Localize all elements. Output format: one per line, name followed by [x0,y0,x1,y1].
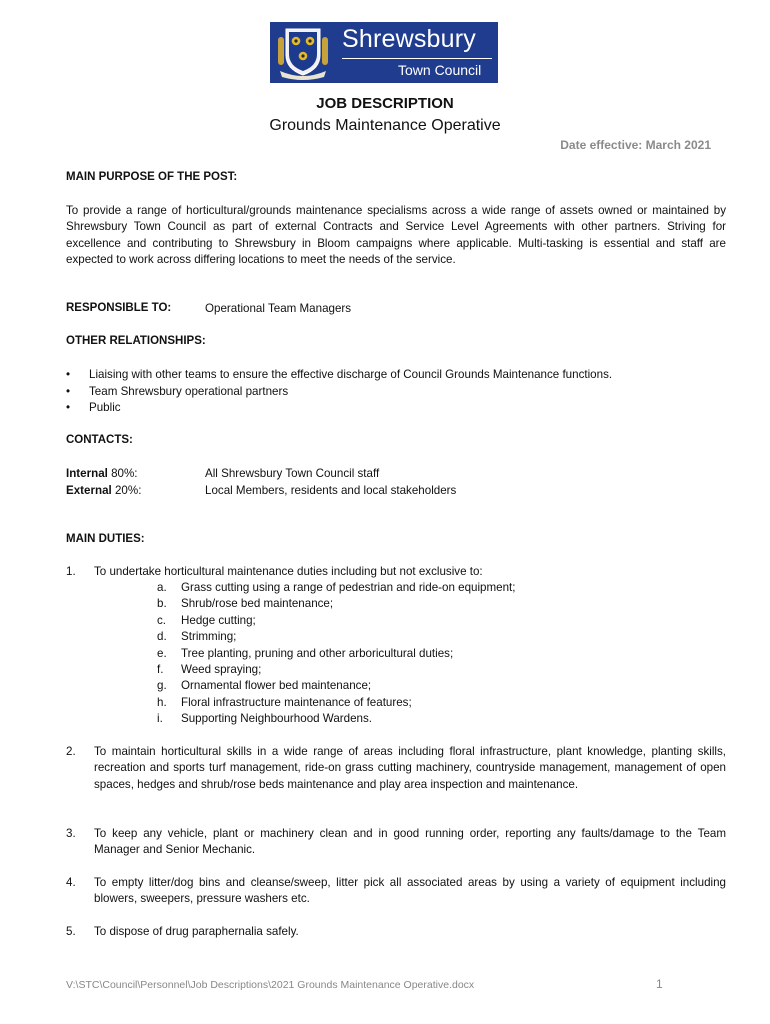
responsible-value: Operational Team Managers [205,302,352,315]
council-crest-icon [276,25,330,80]
external-contact-label: External 20%: [66,484,142,497]
internal-contact-label: Internal 80%: [66,467,138,480]
sub-duty-item: g. Ornamental flower bed maintenance; [157,679,372,692]
purpose-heading: MAIN PURPOSE OF THE POST: [66,171,238,183]
sub-duty-item: b. Shrub/rose bed maintenance; [157,597,334,610]
duty-text: To maintain horticultural skills in a wide range of areas including floral infrastructure, plant knowledge, planting skills, recreation and sports turf management, ride-on grass cutting machinery, countryside management, management of open spaces, hedges and shrub/rose beds maintenance and play area inspection and maintenance. [94,745,726,791]
contacts-heading: CONTACTS: [66,434,133,446]
footer-file-path: V:\STC\Council\Personnel\Job Descriptions\2021 Grounds Maintenance Operative.docx [66,979,475,991]
duty-text: To keep any vehicle, plant or machinery clean and in good running order, reporting any faults/damage to the Team Manager and Senior Mechanic. [94,827,726,857]
logo-divider [342,58,492,59]
relationships-heading: OTHER RELATIONSHIPS: [66,335,206,347]
duty-text: To dispose of drug paraphernalia safely. [94,925,299,938]
council-logo [270,22,498,83]
sub-duty-item: a. Grass cutting using a range of pedestrian and ride-on equipment; [157,581,516,594]
duty-number: 5. [66,925,76,938]
duty-number: 3. [66,827,76,840]
sub-duty-item: e. Tree planting, pruning and other arboricultural duties; [157,647,454,660]
logo-name: Shrewsbury [342,25,476,53]
duty-number: 2. [66,745,76,758]
date-effective: Date effective: March 2021 [560,138,711,152]
internal-contact-value: All Shrewsbury Town Council staff [205,467,380,480]
bullet-icon: • [66,385,71,398]
document-title: JOB DESCRIPTION [316,95,454,112]
purpose-text: To provide a range of horticultural/grounds maintenance specialisms across a wide range of assets owned or maintained by Shrewsbury Town Council as part of external Contracts and Service Level Agreements with other partners. Striving for excellence and contributing to Shrewsbury in Bloom campaigns where applicable. Multi-tasking is essential and staff are expected to work across differing locations to meet the needs of the service. [66,204,726,267]
bullet-icon: • [66,368,71,381]
sub-duty-item: c. Hedge cutting; [157,614,256,627]
external-contact-value: Local Members, residents and local stakeholders [205,484,457,497]
document-page: Shrewsbury Town Council JOB DESCRIPTION Grounds Maintenance Operative Date effective: March 2021 MAIN PURPOSE OF THE POST: To provide a range of horticultural/grounds maintenance specialisms across a wide range of assets owned or maintained by Shrewsbury Town Council as part of external Contracts and Service Level Agreements with other partners. Striving for excellence and contributing to Shrewsbury in Bloom campaigns where applicable. Multi-tasking is essential and staff are expected to work across differing locations to meet the needs of the service. RESPONSIBLE TO: Operational Team Managers OTHER RELATIONSHIPS: • Liaising with other teams to ensure the effective discharge of Council Grounds Maintenance functions. • Team Shrewsbury operational partners • Public CONTACTS: Internal 80%: All Shrewsbury Town Council staff External 20%: Local Members, residents and local stakeholders MAIN DUTIES: 1. To undertake horticultural maintenance duties including but not exclusive to: a. Grass cutting using a range of pedestrian and ride-on equipment; b. Shrub/rose bed maintenance; c. Hedge cutting; d. Strimming; e. Tree planting, pruning and other arboricultural duties; f. Weed spraying; g. Ornamental flower bed maintenance; h. Floral infrastructure maintenance of features; i. Supporting Neighbourhood Wardens. 2. To maintain horticultural skills in a wide range of areas including floral infrastructure, plant knowledge, planting skills, recreation and sports turf management, ride-on grass cutting machinery, countryside management, management of open spaces, hedges and shrub/rose beds maintenance and play area inspection and maintenance. 3. To keep any vehicle, plant or machinery clean and in good running order, reporting any faults/damage to the Team Manager and Senior Mechanic. 4. To empty litter/dog bins and cleanse/sweep, litter pick all associated areas by using a variety of equipment including blowers, sweepers, pressure washers etc. 5. To dispose of drug paraphernalia safely. V:\STC\Council\Personnel\Job Descriptions\2021 Grounds Maintenance Operative.docx 1 [0,0,770,1024]
duty-text: To undertake horticultural maintenance duties including but not exclusive to: [94,565,483,578]
duties-heading: MAIN DUTIES: [66,533,145,545]
duty-text: To empty litter/dog bins and cleanse/sweep, litter pick all associated areas by using a variety of equipment including blowers, sweepers, pressure washers etc. [94,876,726,906]
sub-duty-item: h. Floral infrastructure maintenance of features; [157,696,412,709]
sub-duty-item: i. Supporting Neighbourhood Wardens. [157,712,372,725]
logo-subtitle: Town Council [398,62,482,78]
responsible-label: RESPONSIBLE TO: [66,302,172,314]
duty-number: 4. [66,876,76,889]
sub-duty-item: d. Strimming; [157,630,237,643]
sub-duty-item: f. Weed spraying; [157,663,262,676]
job-title: Grounds Maintenance Operative [269,117,501,134]
bullet-icon: • [66,401,71,414]
page-number: 1 [656,977,663,991]
duty-number: 1. [66,565,76,578]
